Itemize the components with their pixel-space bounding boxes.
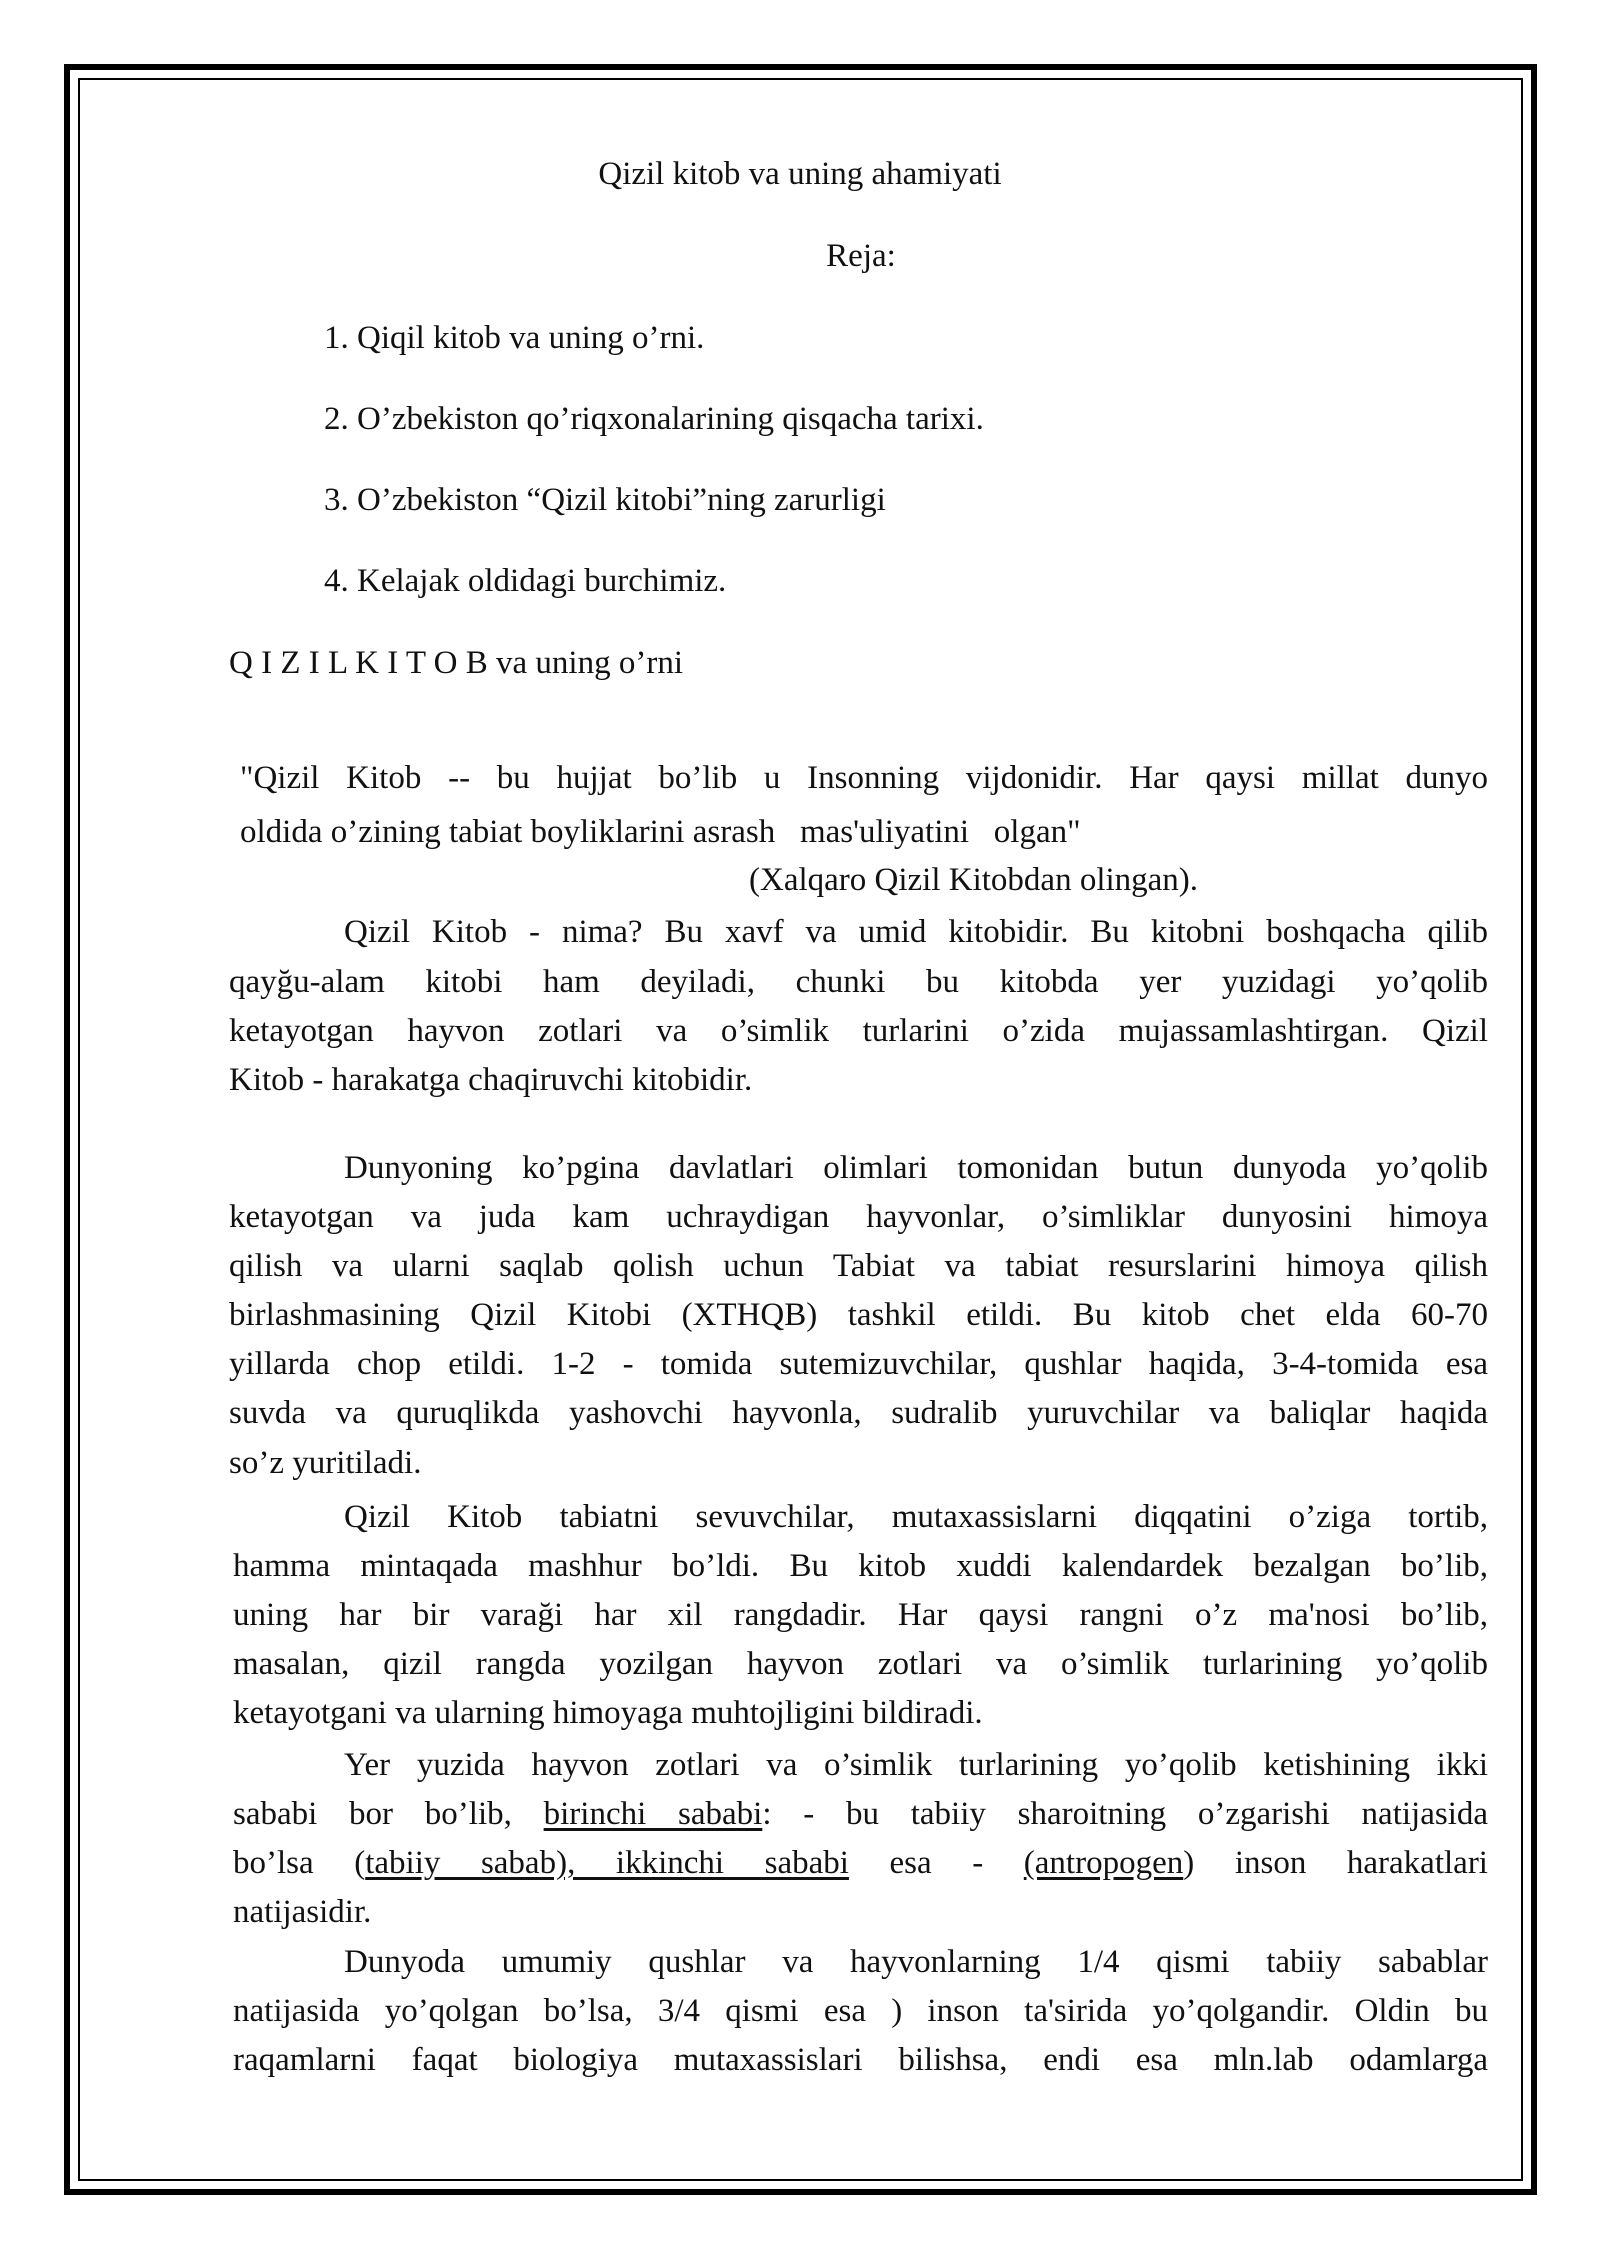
paragraph-line (233, 1843, 1488, 1883)
plan-item: 4. Kelajak oldidagi burchimiz. (324, 563, 727, 599)
paragraph-line: Dunyoda umumiy qushlar va hayvonlarning 1/4 qismi tabiiy sabablar (344, 1944, 1488, 1980)
quote-source: (Xalqaro Qizil Kitobdan olingan). (749, 862, 1199, 898)
text-run: esa - (848, 1845, 1024, 1881)
plan-item: 1. Qiqil kitob va uning o’rni. (324, 320, 705, 356)
paragraph-line: Qizil Kitob - nima? Bu xavf va umid kitobidir. Bu kitobni boshqacha qilib (344, 914, 1488, 950)
underlined-text: (antropogen (1023, 1845, 1184, 1881)
paragraph-line: Kitob - harakatga chaqiruvchi kitobidir. (229, 1062, 753, 1098)
text-run: bo’lsa ( (233, 1845, 366, 1881)
quote-line: oldida o’zining tabiat boyliklarini asrash mas'uliyatini olgan" (240, 814, 1081, 850)
plan-item: 2. O’zbekiston qo’riqxonalarining qisqacha tarixi. (324, 401, 984, 437)
underlined-text: tabiiy sabab), ikkinchi sababi (365, 1845, 849, 1881)
paragraph-line: masalan, qizil rangda yozilgan hayvon zotlari va o’simlik turlarining yo’qolib (233, 1646, 1488, 1682)
paragraph-line: yillarda chop etildi. 1-2 - tomida sutemizuvchilar, qushlar haqida, 3-4-tomida esa (229, 1346, 1488, 1382)
text-run: ) inson harakatlari (1183, 1845, 1488, 1881)
plan-heading: Reja: (826, 238, 896, 274)
paragraph-line: hamma mintaqada mashhur bo’ldi. Bu kitob xuddi kalendardek bezalgan bo’lib, (233, 1548, 1488, 1584)
paragraph-line: ketayotgani va ularning himoyaga muhtojligini bildiradi. (233, 1695, 983, 1731)
paragraph-line: natijasidir. (233, 1894, 372, 1930)
text-run: : - bu tabiiy sharoitning o’zgarishi natijasida (762, 1796, 1489, 1832)
plan-item: 3. O’zbekiston “Qizil kitobi”ning zarurligi (324, 482, 886, 518)
paragraph-line: ketayotgan va juda kam uchraydigan hayvonlar, o’simliklar dunyosini himoya (229, 1199, 1488, 1235)
paragraph-line: Qizil Kitob tabiatni sevuvchilar, mutaxassislarni diqqatini o’ziga tortib, (344, 1499, 1488, 1535)
underlined-text: birinchi sababi (543, 1796, 763, 1832)
section-heading: Q I Z I L K I T O B va uning o’rni (229, 645, 683, 681)
paragraph-line: uning har bir varaği har xil rangdadir. Har qaysi rangni o’z ma'nosi bo’lib, (233, 1597, 1488, 1633)
quote-line: "Qizil Kitob -- bu hujjat bo’lib u Insonning vijdonidir. Har qaysi millat dunyo (240, 760, 1488, 796)
document-title: Qizil kitob va uning ahamiyati (598, 156, 1002, 192)
paragraph-line: qayğu-alam kitobi ham deyiladi, chunki bu kitobda yer yuzidagi yo’qolib (229, 964, 1488, 1000)
paragraph-line: raqamlarni faqat biologiya mutaxassislari bilishsa, endi esa mln.lab odamlarga (233, 2042, 1488, 2078)
paragraph-line: Dunyoning ko’pgina davlatlari olimlari tomonidan butun dunyoda yo’qolib (344, 1150, 1488, 1186)
paragraph-line: so’z yuritiladi. (229, 1445, 422, 1481)
paragraph-line (233, 1794, 1488, 1834)
paragraph-line: ketayotgan hayvon zotlari va o’simlik turlarini o’zida mujassamlashtirgan. Qizil (229, 1013, 1488, 1049)
paragraph-line: Yer yuzida hayvon zotlari va o’simlik turlarining yo’qolib ketishining ikki (344, 1747, 1488, 1783)
paragraph-line: natijasida yo’qolgan bo’lsa, 3/4 qismi esa ) inson ta'sirida yo’qolgandir. Oldin bu (233, 1993, 1488, 2029)
paragraph-line: birlashmasining Qizil Kitobi (XTHQB) tashkil etildi. Bu kitob chet elda 60-70 (229, 1297, 1488, 1333)
text-run: sababi bor bo’lib, (233, 1796, 544, 1832)
paragraph-line: qilish va ularni saqlab qolish uchun Tabiat va tabiat resurslarini himoya qilish (229, 1248, 1488, 1284)
paragraph-line: suvda va quruqlikda yashovchi hayvonla, sudralib yuruvchilar va baliqlar haqida (229, 1395, 1488, 1431)
